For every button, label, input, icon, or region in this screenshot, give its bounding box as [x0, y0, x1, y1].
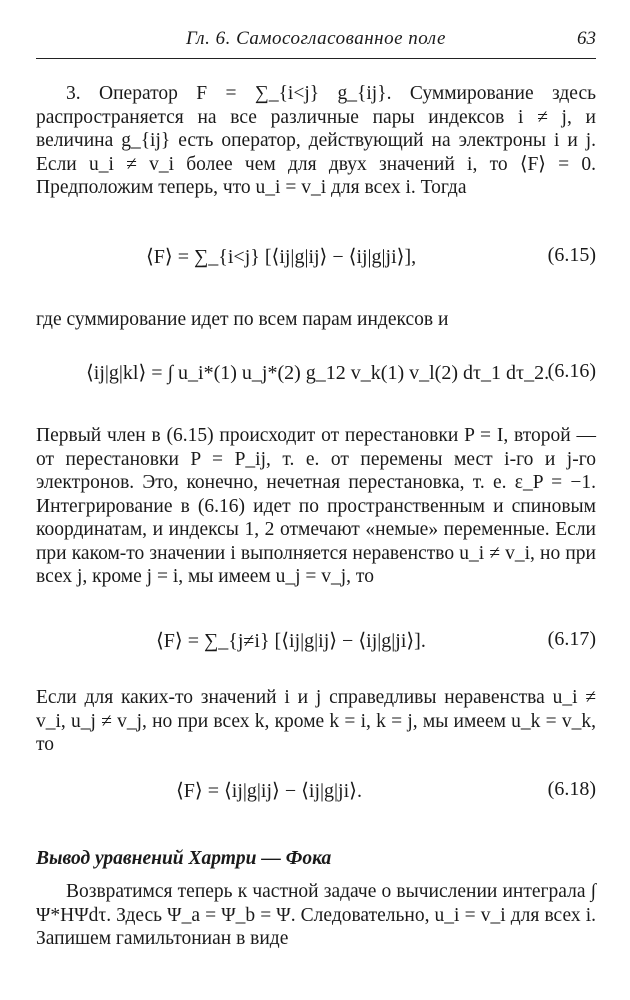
equation-6-16	[36, 354, 596, 398]
equation-body: ⟨F⟩ = ⟨ij|g|ij⟩ − ⟨ij|g|ji⟩.	[176, 780, 362, 802]
equation-number: (6.18)	[547, 778, 596, 800]
running-header	[36, 28, 596, 54]
equation-number: (6.16)	[547, 360, 596, 382]
page-number: 63	[577, 28, 596, 49]
equation-6-15	[36, 238, 596, 282]
paragraph-operator-f: 3. Оператор F = ∑_{i<j} g_{ij}. Суммирование здесь распространяется на все различные пары индексов i ≠ j, и величина g_{ij} есть оператор, действующий на электроны i и j. Если u_i ≠ v_i более чем для двух значений i, то ⟨F⟩ = 0. Предположим теперь, что u_i = v_i для всех i. Тогда	[36, 83, 596, 198]
section-heading: Вывод уравнений Хартри — Фока	[36, 848, 332, 869]
paragraph-summation-note: где суммирование идет по всем парам индексов и	[36, 309, 449, 330]
paragraph-two-inequalities: Если для каких-то значений i и j справедливы неравенства u_i ≠ v_i, u_j ≠ v_j, но при всех k, кроме k = i, k = j, мы имеем u_k = v_k, то	[36, 687, 596, 755]
equation-6-17	[36, 622, 596, 666]
header-rule	[36, 58, 596, 59]
equation-number: (6.15)	[547, 244, 596, 266]
equation-body: ⟨F⟩ = ∑_{i<j} [⟨ij|g|ij⟩ − ⟨ij|g|ji⟩],	[146, 246, 417, 268]
equation-number: (6.17)	[547, 628, 596, 650]
paragraph-hartree-fock: Возвратимся теперь к частной задаче о вычислении интеграла ∫ Ψ*HΨdτ. Здесь Ψ_a = Ψ_b = Ψ. Следовательно, u_i = v_i для всех i. Запишем гамильтониан в виде	[36, 881, 596, 949]
equation-body: ⟨ij|g|kl⟩ = ∫ u_i*(1) u_j*(2) g_12 v_k(1) v_l(2) dτ_1 dτ_2.	[86, 362, 550, 384]
equation-body: ⟨F⟩ = ∑_{j≠i} [⟨ij|g|ij⟩ − ⟨ij|g|ji⟩].	[156, 630, 426, 652]
paragraph-permutation: Первый член в (6.15) происходит от перестановки P = I, второй — от перестановки P = P_ij, т. е. от перемены мест i-го и j-го электронов. Это, конечно, нечетная перестановка, т. е. ε_P = −1. Интегрирование в (6.16) идет по пространственным и спиновым координатам, и индексы 1, 2 отмечают «немые» переменные. Если при каком-то значении i выполняется неравенство u_i ≠ v_i, но при всех j, кроме j = i, мы имеем u_j = v_j, то	[36, 425, 596, 587]
running-head: Гл. 6. Самосогласованное поле	[186, 28, 446, 49]
equation-6-18	[36, 772, 596, 816]
